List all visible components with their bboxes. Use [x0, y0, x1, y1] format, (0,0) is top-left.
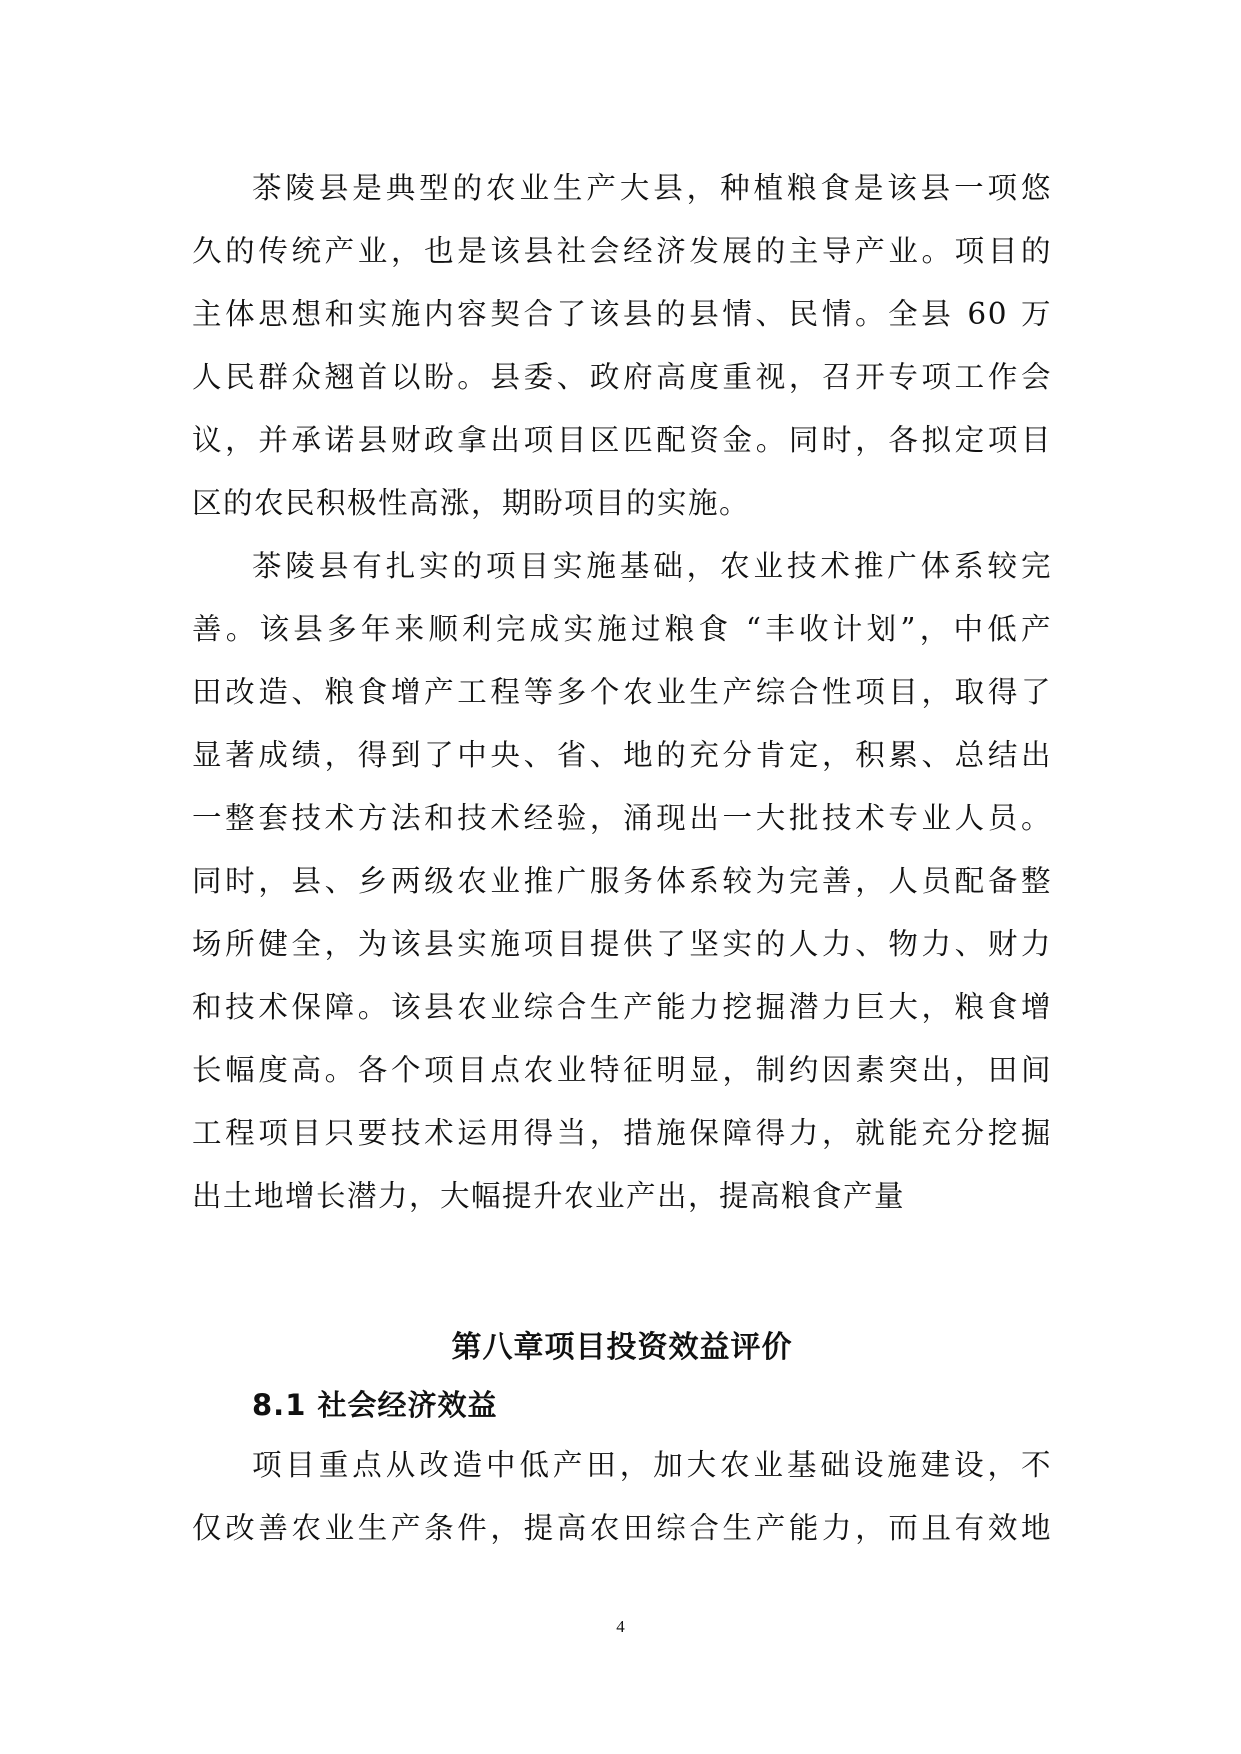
text-line: 出土地增长潜力，大幅提升农业产出，提高粮食产量	[192, 1179, 906, 1213]
text-line: 茶陵县是典型的农业生产大县，种植粮食是该县一项悠	[252, 171, 1052, 205]
text-line: 仅改善农业生产条件，提高农田综合生产能力，而且有效地	[192, 1511, 1052, 1545]
text-line: 同时，县、乡两级农业推广服务体系较为完善，人员配备整	[192, 864, 1052, 898]
text-line: 善。该县多年来顺利完成实施过粮食 “丰收计划”，中低产	[192, 612, 1052, 646]
text-line: 显著成绩，得到了中央、省、地的充分肯定，积累、总结出	[192, 738, 1052, 772]
text-line: 一整套技术方法和技术经验，涌现出一大批技术专业人员。	[192, 801, 1052, 835]
page-number: 4	[616, 1617, 625, 1636]
text-line: 主体思想和实施内容契合了该县的县情、民情。全县 60 万	[192, 297, 1052, 331]
text-line: 议，并承诺县财政拿出项目区匹配资金。同时，各拟定项目	[192, 423, 1052, 457]
text-line: 区的农民积极性高涨，期盼项目的实施。	[192, 486, 751, 520]
paragraph-2	[192, 535, 1052, 1228]
text-line: 工程项目只要技术运用得当，措施保障得力，就能充分挖掘	[192, 1116, 1052, 1150]
chapter-title: 第八章项目投资效益评价	[451, 1330, 793, 1365]
text-line: 田改造、粮食增产工程等多个农业生产综合性项目，取得了	[192, 675, 1052, 709]
text-line: 茶陵县有扎实的项目实施基础，农业技术推广体系较完	[252, 549, 1052, 583]
body-text	[192, 157, 1052, 1228]
text-line: 场所健全，为该县实施项目提供了坚实的人力、物力、财力	[192, 927, 1052, 961]
paragraph-1	[192, 157, 1052, 535]
paragraph-3	[192, 1434, 1052, 1560]
text-line: 和技术保障。该县农业综合生产能力挖掘潜力巨大，粮食增	[192, 990, 1052, 1024]
section-title: 8.1 社会经济效益	[252, 1388, 498, 1422]
text-line: 项目重点从改造中低产田，加大农业基础设施建设，不	[252, 1448, 1052, 1482]
text-line: 长幅度高。各个项目点农业特征明显，制约因素突出，田间	[192, 1053, 1052, 1087]
text-line: 久的传统产业，也是该县社会经济发展的主导产业。项目的	[192, 234, 1052, 268]
text-line: 人民群众翘首以盼。县委、政府高度重视，召开专项工作会	[192, 360, 1052, 394]
